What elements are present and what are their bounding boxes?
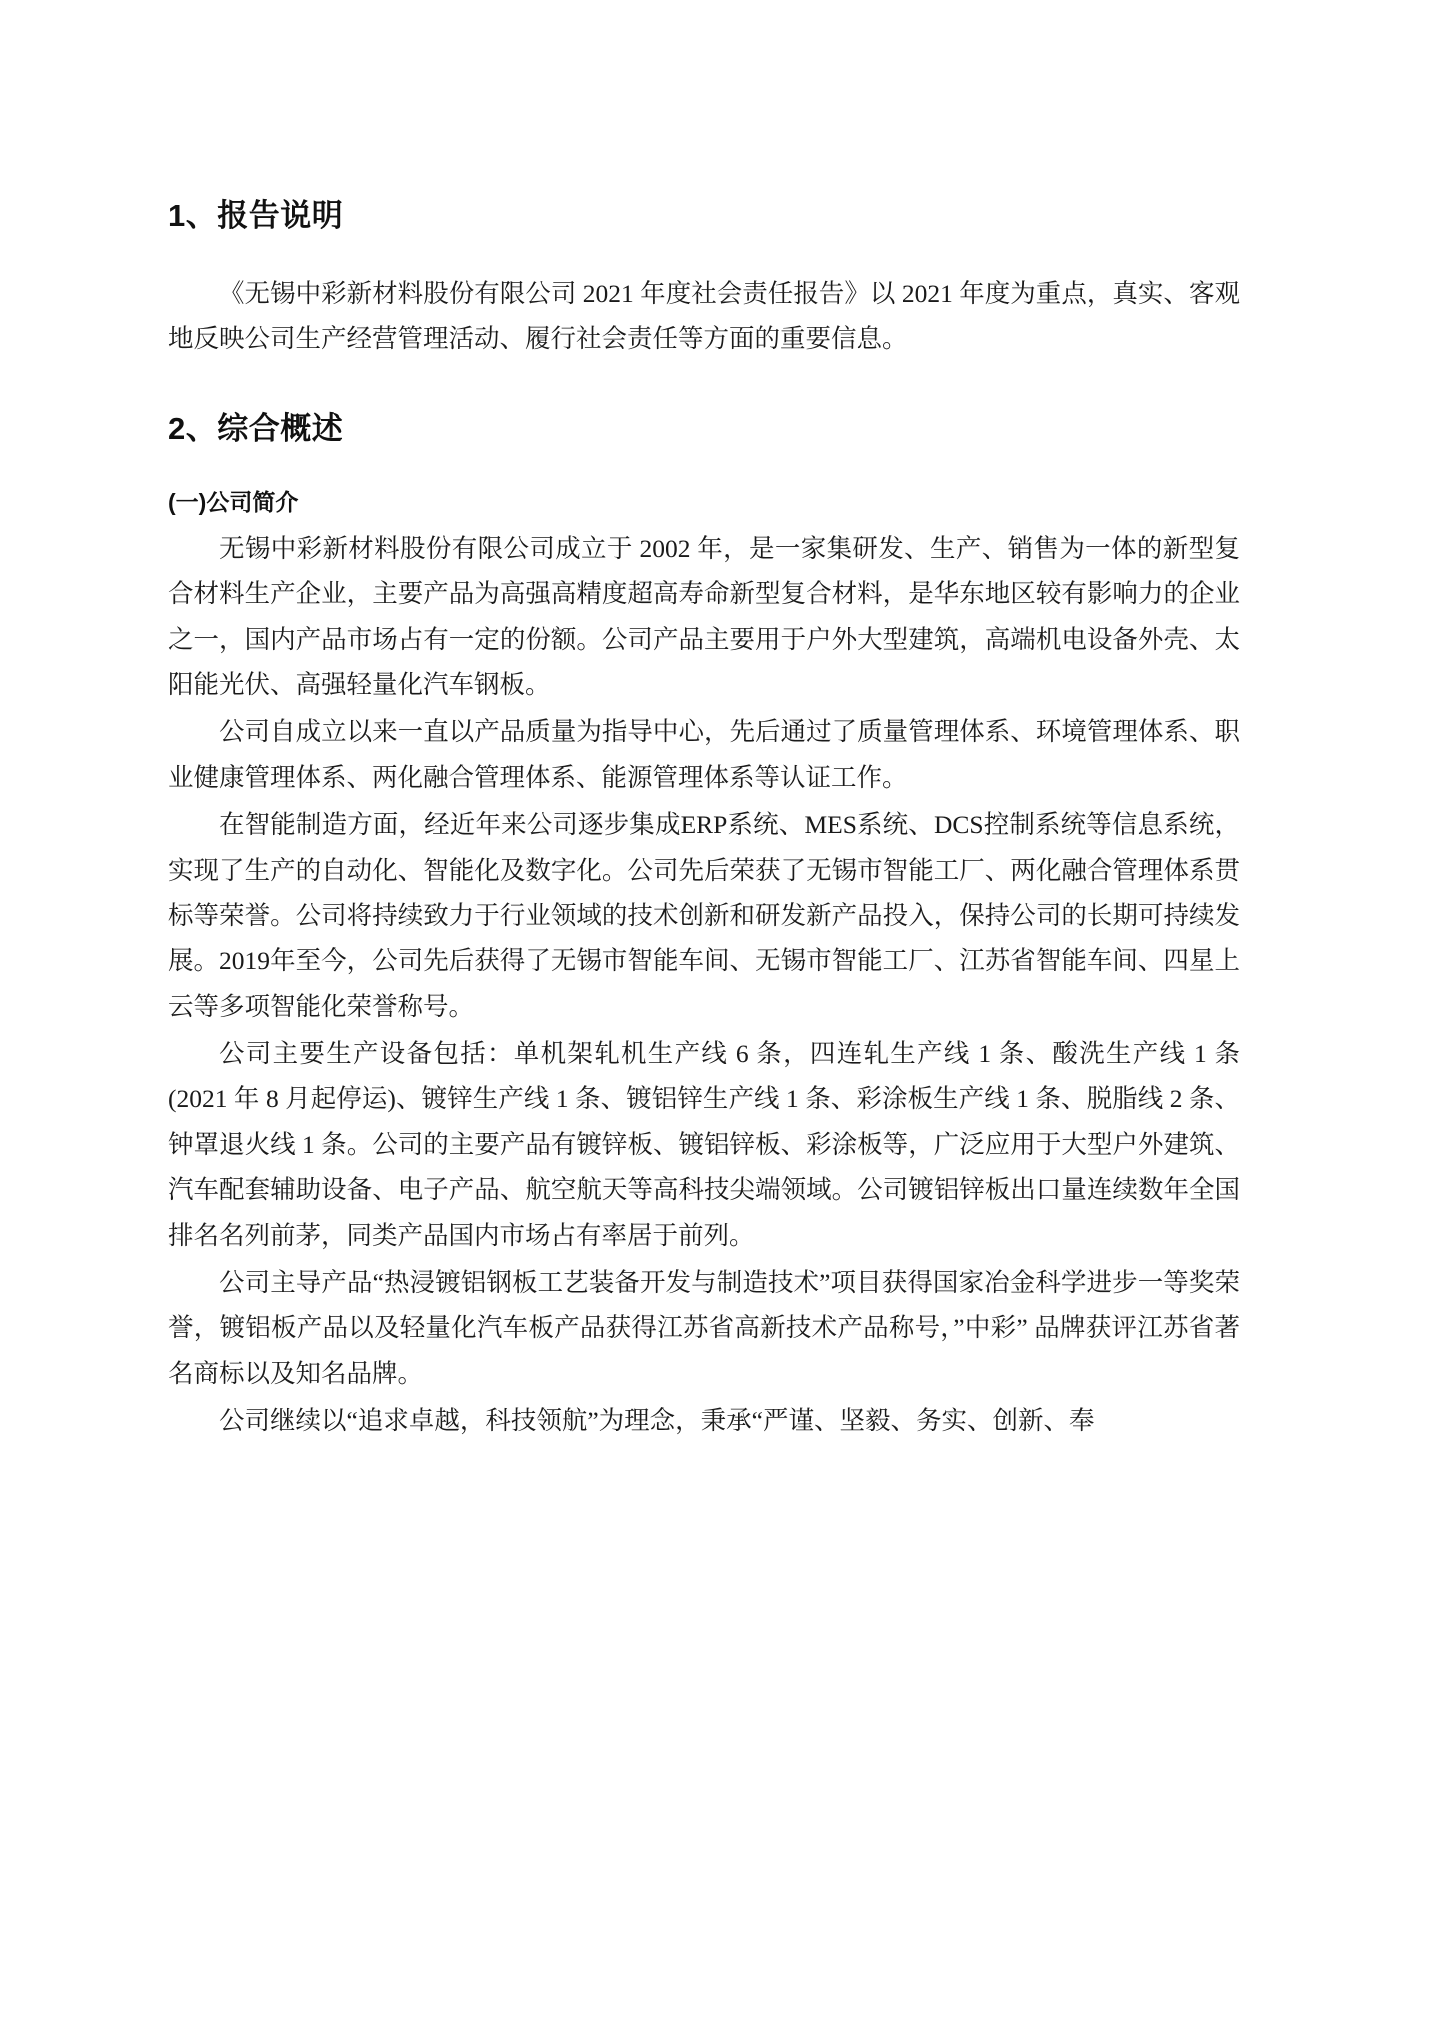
section-heading-overview: 2、综合概述 — [168, 410, 344, 446]
paragraph-production-equipment: 公司主要生产设备包括：单机架轧机生产线 6 条，四连轧生产线 1 条、酸洗生产线 1 条(2021 年 8 月起停运)、镀锌生产线 1 条、镀铝锌生产线 1 条、彩涂板生产线 1 条、脱脂线 2 条、钟罩退火线 1 条。公司的主要产品有镀锌板、镀铝锌板、彩涂板等，广泛应用于大型户外建筑、汽车配套辅助设备、电子产品、航空航天等高科技尖端领域。公司镀铝锌板出口量连续数年全国排名名列前茅，同类产品国内市场占有率居于前列。 — [168, 1039, 1240, 1250]
section-heading-report-description: 1、报告说明 — [168, 198, 344, 233]
paragraph-company-founding: 无锡中彩新材料股份有限公司成立于 2002 年，是一家集研发、生产、销售为一体的新型复合材料生产企业，主要产品为高强高精度超高寿命新型复合材料，是华东地区较有影响力的企业之一，国内产品市场占有一定的份额。公司产品主要用于户外大型建筑，高端机电设备外壳、太阳能光伏、高强轻量化汽车钢板。 — [168, 533, 1240, 700]
paragraph-report-description: 《无锡中彩新材料股份有限公司 2021 年度社会责任报告》以 2021 年度为重点，真实、客观地反映公司生产经营管理活动、履行社会责任等方面的重要信息。 — [168, 278, 1240, 354]
document-body — [168, 195, 1240, 1443]
paragraph-company-philosophy: 公司继续以“追求卓越，科技领航”为理念，秉承“严谨、坚毅、务实、创新、奉 — [219, 1406, 1095, 1436]
paragraph-smart-manufacturing: 在智能制造方面，经近年来公司逐步集成ERP系统、MES系统、DCS控制系统等信息系统，实现了生产的自动化、智能化及数字化。公司先后荣获了无锡市智能工厂、两化融合管理体系贯标等荣誉。公司将持续致力于行业领域的技术创新和研发新产品投入，保持公司的长期可持续发展。2019年至今，公司先后获得了无锡市智能车间、无锡市智能工厂、江苏省智能车间、四星上云等多项智能化荣誉称号。 — [168, 810, 1240, 1021]
paragraph-quality-certifications: 公司自成立以来一直以产品质量为指导中心，先后通过了质量管理体系、环境管理体系、职业健康管理体系、两化融合管理体系、能源管理体系等认证工作。 — [168, 717, 1240, 792]
subheading-company-profile: (一)公司简介 — [168, 489, 299, 516]
paragraph-group-company-profile — [168, 526, 1240, 1444]
paragraph-awards-brands: 公司主导产品“热浸镀铝钢板工艺装备开发与制造技术”项目获得国家冶金科学进步一等奖荣誉，镀铝板产品以及轻量化汽车板产品获得江苏省高新技术产品称号，”中彩” 品牌获评江苏省著名商标以及知名品牌。 — [168, 1267, 1240, 1388]
